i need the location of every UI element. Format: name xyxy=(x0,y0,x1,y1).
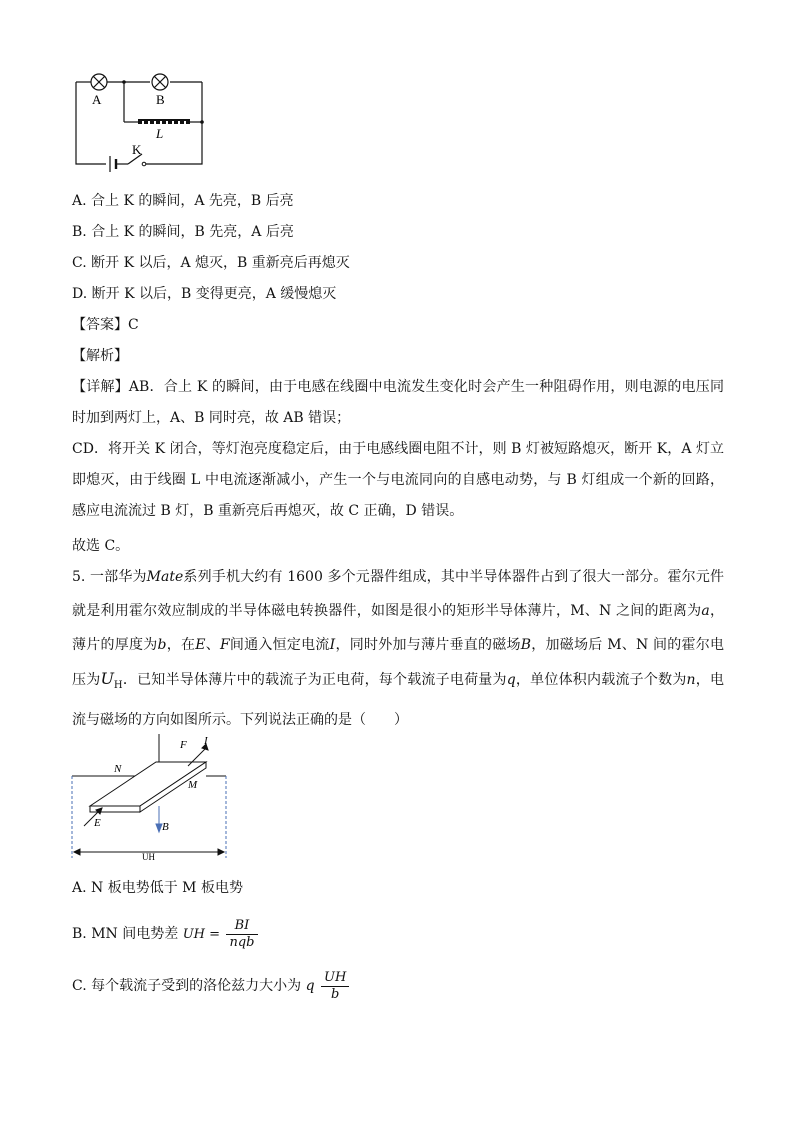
q5-text: 间通入恒定电流 xyxy=(229,637,330,653)
inductor-label: L xyxy=(156,126,164,141)
answer-label: 【答案】 xyxy=(72,317,128,333)
q5-option-b-fraction xyxy=(226,918,257,951)
circuit-diagram xyxy=(66,66,216,172)
detail-ab xyxy=(72,372,724,434)
q5-text: ，薄片的厚度为 xyxy=(72,603,725,653)
switch-label: K xyxy=(132,142,142,157)
hall-i-label: I xyxy=(204,735,208,747)
var-a: a xyxy=(701,603,710,619)
answer-value: C xyxy=(128,317,139,333)
var-e: E xyxy=(195,637,206,653)
hall-e-label: E xyxy=(94,817,101,829)
var-i: I xyxy=(329,637,336,653)
q5-option-c-num: UH xyxy=(321,970,349,987)
q5-text: ．已知半导体薄片中的载流子为正电荷，每个载流子电荷量为 xyxy=(122,672,507,688)
answer-line xyxy=(72,315,139,335)
q5-text: ，同时外加与薄片垂直的磁场 xyxy=(335,637,521,653)
q5-stem xyxy=(72,560,724,737)
q4-option-d: D. 断开 K 以后，B 变得更亮，A 缓慢熄灭 xyxy=(72,286,337,302)
detail-label: 【详解】 xyxy=(72,379,129,395)
detail-ab-text: AB．合上 K 的瞬间，由于电感在线圈中电流发生变化时会产生一种阻碍作用，则电源的电压同时加到两灯上，A、B 同时亮，故 AB 错误； xyxy=(72,379,725,426)
q5-text: ，单位体积内载流子个数为 xyxy=(515,672,687,688)
q4-option-c: C. 断开 K 以后，A 熄灭，B 重新亮后再熄灭 xyxy=(72,255,350,271)
q5-text: ，加磁场后 M、N 间的霍尔电压为 xyxy=(72,637,724,688)
hall-n-label: N xyxy=(114,763,122,775)
q5-option-c-den: b xyxy=(330,986,340,1002)
q5-option-c xyxy=(72,966,351,1006)
q5-option-b-prefix: B. MN 间电势差 xyxy=(72,926,179,942)
q5-text: 、 xyxy=(205,637,220,653)
hall-uh-label: UH xyxy=(142,852,155,862)
conclusion: 故选 C。 xyxy=(72,538,130,554)
q5-option-b-den: nqb xyxy=(229,934,255,950)
q5-mate: Mate xyxy=(146,569,184,585)
var-b: b xyxy=(157,637,167,653)
lamp-a-label: A xyxy=(92,92,102,107)
q5-text: ，在 xyxy=(166,637,196,653)
hall-f-label: F xyxy=(180,739,187,751)
q5-text: ，电流与磁场的方向如图所示。下列说法正确的是（ ） xyxy=(72,672,725,728)
hall-m-label: M xyxy=(188,779,198,791)
var-n: n xyxy=(686,672,696,688)
q5-number: 5. xyxy=(72,569,86,585)
var-f: F xyxy=(219,637,230,653)
q5-text: 系列手机大约有 1600 多个元器件组成，其中半导体器件占到了很大一部分。霍尔元件就是利用霍尔效应制成的半导体磁电转换器件，如图是很小的矩形半导体薄片，M、N 之间的距离为 xyxy=(72,569,725,619)
var-b-field: B xyxy=(520,637,531,653)
q5-option-b xyxy=(72,914,260,955)
q5-option-c-q: q xyxy=(305,978,315,994)
var-uh-sub: H xyxy=(113,679,123,691)
lamp-b-label: B xyxy=(156,92,165,107)
q5-option-c-prefix: C. 每个载流子受到的洛伦兹力大小为 xyxy=(72,978,302,994)
q5-option-c-fraction xyxy=(321,970,349,1003)
q5-option-a: A. N 板电势低于 M 板电势 xyxy=(72,880,243,896)
detail-cd: CD．将开关 K 闭合，等灯泡亮度稳定后，由于电感线圈电阻不计，则 B 灯被短路熄灭，断开 K，A 灯立即熄灭，由于线圈 L 中电流逐渐减小，产生一个与电流同向的自感电动势，与 B 灯组成一个新的回路，感应电流流过 B 灯，B 重新亮后再熄灭，故 C 正确，D 错误。 xyxy=(72,441,724,519)
q5-option-b-uh: UH = xyxy=(182,927,221,942)
analysis-label: 【解析】 xyxy=(72,348,128,364)
q4-option-a: A. 合上 K 的瞬间，A 先亮，B 后亮 xyxy=(72,193,294,209)
q5-text: 一部华为 xyxy=(89,569,147,585)
hall-b-label: B xyxy=(162,821,169,833)
var-uh: U xyxy=(100,669,114,688)
q4-option-b: B. 合上 K 的瞬间，B 先亮，A 后亮 xyxy=(72,224,294,240)
q5-option-b-num: BI xyxy=(226,918,257,935)
var-q: q xyxy=(506,672,516,688)
hall-effect-diagram xyxy=(66,734,232,864)
